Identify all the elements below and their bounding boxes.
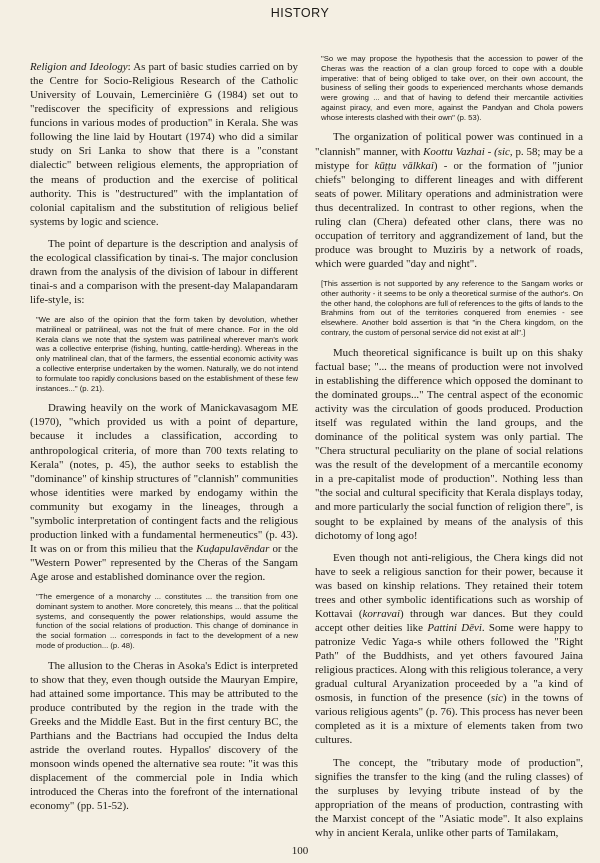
paragraph-political-organization bbox=[315, 130, 583, 271]
italic-term: korravai bbox=[362, 607, 400, 620]
italic-term: sic bbox=[490, 692, 504, 705]
paragraph-tributary-mode: The concept, the "tributary mode of production", signifies the transfer to the king (and the ruling classes) of the surpluses by levying tribute instead of by the appropriation of the means of production, contrasting with the Marxist concept of the "Asiatic mode". It also explains why in ancient Kerala, unlike other parts of Tamilakam, bbox=[315, 756, 583, 839]
paragraph-text: ) - or the formation of "junior chiefs" belonging to different lineages and with different seats of power. Military operations and administration were thus decentralized. In contrast to other regions, when the ruling clan (Chera) defeated other clans, there was no occupation of territory and aggrandizement of land, but the produce was brought to Muziris by a network of roads, which were guarded "day and night". bbox=[315, 159, 583, 271]
paragraph-theoretical-significance: Much theoretical significance is built up on this shaky factual base; "... the means of production were not involved in establishing the difference which opposed the dominant to the dominated groups..." The central aspect of the economic activity was the circulation of goods produced. Production itself was regulated within the land groups, and the dominance of the political system was only partial. The "Chera structural peculiarity on the plane of social relations was the result of the development of a mercantile economy in a pre-capitalist mode of production". Nothing less than "the social and cultural specificity that Kerala displays today, and more particularly the social function of religion there", is sought to be explained by means of the analysis of this dichotomy of long ago! bbox=[315, 346, 583, 542]
paragraph-point-of-departure: The point of departure is the description and analysis of the ecological classification by tinai-s. The major conclusion drawn from the analysis of the division of labour in different tinai-s and a comparison with the present-day Malapandaram life-style, is: bbox=[30, 237, 298, 306]
paragraph-text: or the "Western Power" represented by the Cheras of the Sangam Age arose and established dominance over the region. bbox=[30, 542, 298, 584]
block-quote-monarchy: "The emergence of a monarchy ... constitutes ... the transition from one dominant system to another. More concretely, this means ... that the political systems, and consequently the power relationships, would assume the function of the social relations of production. This change of dominance in the social formation ... corresponds in fact to the development of a new mode of production... (p. 48). bbox=[36, 592, 298, 651]
block-quote-devolution: "We are also of the opinion that the form taken by devolution, whether matrilineal or patrilineal, was not the fruit of mere chance. For in the old Kerala clans we note that the system was patrilineal wherever man's work was a collective enterprise (fishing, hunting, cattle-herding). Whereas in the only matrilineal clan, that of the farmers, the essential economic activity was a collective enterprise undertaken by the women. Naturally, we do not intend to formulate too rapidly conclusions based on the establishment of these few instances..." (p. 21). bbox=[36, 315, 298, 393]
block-quote-hypothesis: "So we may propose the hypothesis that the accession to power of the Cheras was the reaction of a clan group forced to cope with a double imperative: that of being obliged to take over, on their own account, the business of selling their goods to experienced merchants whose demands were growing ... and that of having to defend their mercantile activities against piracy, and even more, against the Pandyan and Chola powers whose interests clashed with their own" (p. 53). bbox=[321, 54, 583, 122]
italic-term: Koottu Vazhai - (sic, bbox=[423, 145, 513, 158]
right-column bbox=[315, 54, 583, 848]
paragraph-text: : As part of basic studies carried on by the Centre for Socio-Religious Research of the Catholic University of Louvain, Lemercinière G (1984) set out to "rediscover the specificity of expressions and religious funcions in various modes of production" in Kerala. She was following the line laid by Houtart (1974) who did a similar study on Sri Lanka to show that there is a "constant dialectic" between religious elements, the appropriation of the means of production and the exercise of political authority. This is "destructured" with the implantation of colonial capitalism and the substitution of religious belief systems by logic and science. bbox=[30, 61, 298, 228]
running-header: HISTORY bbox=[270, 6, 330, 20]
left-column bbox=[30, 60, 298, 822]
paragraph-text: The organization of political power was continued in a "clannish" manner, with bbox=[315, 131, 583, 158]
italic-term: kūṭṭu vālkkai bbox=[374, 159, 434, 172]
paragraph-religion-ideology bbox=[30, 60, 298, 229]
paragraph-chera-kings bbox=[315, 551, 583, 748]
paragraph-text: Drawing heavily on the work of Manickavasagom ME (1970), "which provided us with a point of departure, because it includes a classification, according to anthropological criteria, of more than 700 texts relating to Kerala" (notes, p. 45), the author seeks to establish the "dominance" of kinship structures of "clannish" communities whose identities were marked by endogamy within the community but exogamy in the lineages, through a "symbolic interpretation of contingent facts and the religious production linked with a fundamental hermeneutics" (p. 43). It was on or from this milieu that the bbox=[30, 402, 298, 555]
paragraph-text: ) in the towns of various religious agents" (p. 76). This process has never been completed as it is a mixture of elements taken from two cultures. bbox=[315, 692, 583, 747]
paragraph-manickavasagom bbox=[30, 401, 298, 584]
italic-term: Pattini Dēvi bbox=[427, 621, 482, 634]
italic-term: Kuḍapulavēndar bbox=[196, 542, 270, 555]
bracketed-note: [This assertion is not supported by any reference to the Sangam works or other authority - it seems to be only a theoretical surmise of the author's. On the other hand, the colophons are full of references to the gifts of lands to the Brahmins from out of the territories conquered from enemies - see elsewhere. Another bold assertion is that "in the Chera kingdom, on the contrary, the custom of personal service did not exist at all".] bbox=[321, 279, 583, 337]
paragraph-text: . Some were happy to patronize Vedic Yaga-s while others followed the "Right Path" of the Buddhists, and yet others favoured Jaina religious practices. Along with this religious tolerance, a very gradual cultural Aryanization proceeded by a "a kind of osmosis, in function of the presence ( bbox=[315, 621, 583, 705]
section-lead: Religion and Ideology bbox=[30, 61, 128, 73]
paragraph-text: ) through war dances. But they could accept other deities like bbox=[315, 607, 583, 634]
page-number: 100 bbox=[291, 845, 309, 857]
paragraph-text: Even though not anti-religious, the Chera kings did not have to seek a religious sanction for their power, because it was based on kinship relations. They retained their totem trees and other symbolic identifications such as worship of Kottavai ( bbox=[315, 551, 583, 620]
paragraph-asoka-edict: The allusion to the Cheras in Asoka's Edict is interpreted to show that they, even though outside the Mauryan Empire, had attained some importance. This may be attributed to the produce contributed by the region in the trade with the Greeks and the Middle East. But in the first century BC, the Parthians and the Bactrians had occupied the Indus delta astride the overland routes. Hypallos' discovery of the monsoon winds opened the alternative sea route: "it was this displacement of the commercial pole in India which introduced the Cheras into the forefront of the international economy" (pp. 51-52). bbox=[30, 659, 298, 813]
paragraph-text: p. 58; may be a mistype for bbox=[315, 145, 583, 172]
